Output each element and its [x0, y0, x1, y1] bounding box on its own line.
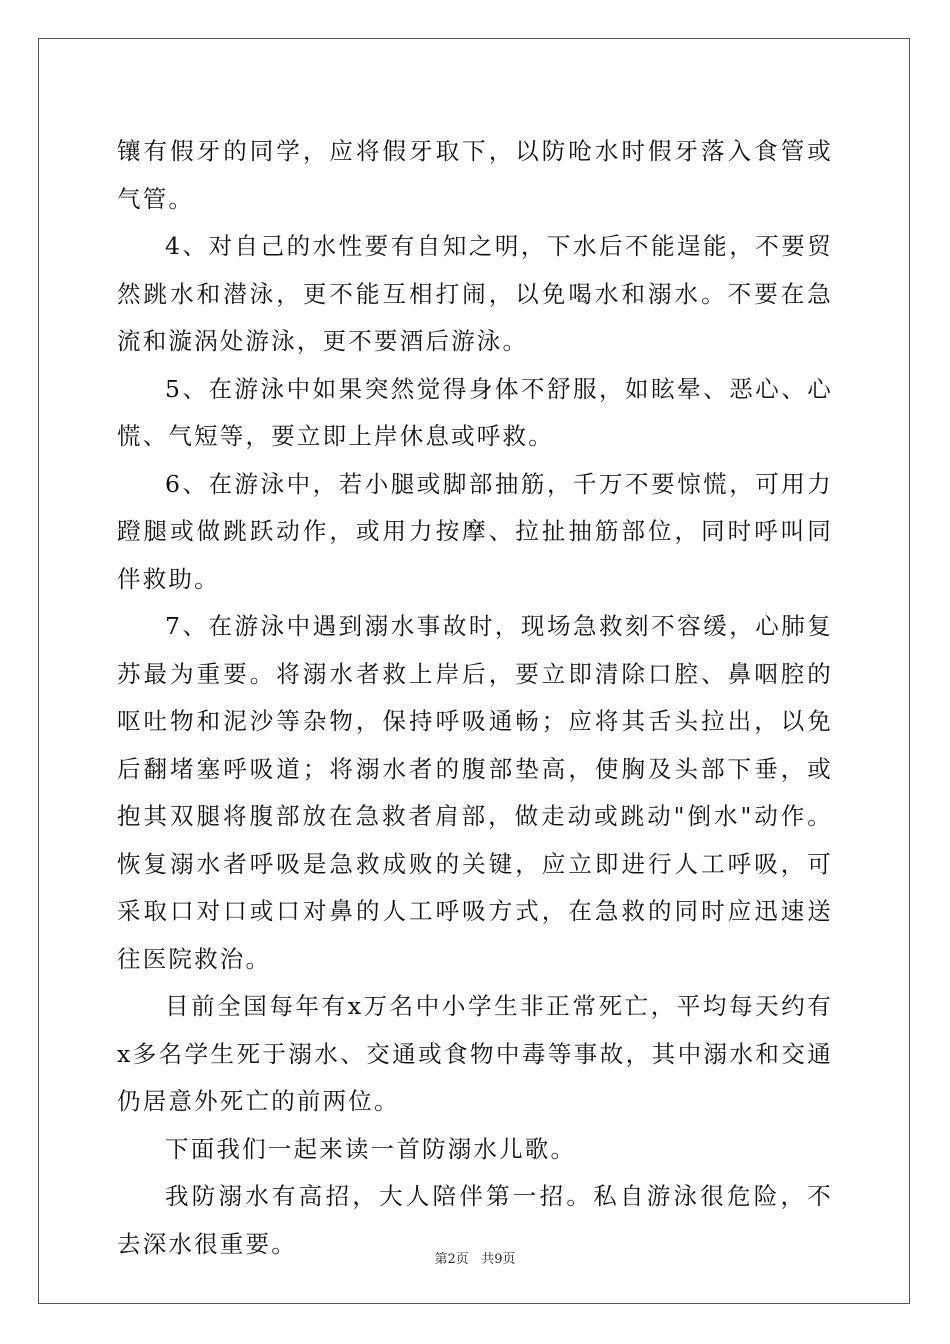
- page-total: 共9页: [481, 1252, 516, 1267]
- paragraph-1: 镶有假牙的同学，应将假牙取下，以防呛水时假牙落入食管或气管。: [117, 137, 833, 213]
- paragraph-7: 下面我们一起来读一首防溺水儿歌。: [165, 1134, 577, 1163]
- paragraph-5: 7、在游泳中遇到溺水事故时，现场急救刻不容缓，心肺复苏最为重要。将溺水者救上岸后，要立即清除口腔、鼻咽腔的呕吐物和泥沙等杂物，保持呼吸通畅；应将其舌头拉出，以免后翻堵塞呼吸道；将溺水者的腹部垫高，使胸及头部下垂，或抱其双腿将腹部放在急救者肩部，做走动或跳动"倒水"动作。恢复溺水者呼吸是急救成败的关键，应立即进行人工呼吸，可采取口对口或口对鼻的人工呼吸方式，在急救的同时应迅速送往医院救治。: [117, 612, 833, 973]
- paragraph-8: 我防溺水有高招，大人陪伴第一招。私自游泳很危险，不去深水很重要。: [117, 1182, 833, 1258]
- page-number: 第2页: [434, 1252, 469, 1267]
- paragraph-4: 6、在游泳中，若小腿或脚部抽筋，千万不要惊慌，可用力蹬腿或做跳跃动作，或用力按摩、拉扯抽筋部位，同时呼叫同伴救助。: [117, 469, 833, 593]
- document-body: [117, 128, 833, 1268]
- paragraph-3: 5、在游泳中如果突然觉得身体不舒服，如眩晕、恶心、心慌、气短等，要立即上岸休息或呼救。: [117, 374, 833, 450]
- page-footer: [0, 1248, 950, 1267]
- paragraph-2: 4、对自己的水性要有自知之明，下水后不能逞能，不要贸然跳水和潜泳，更不能互相打闹，以免喝水和溺水。不要在急流和漩涡处游泳，更不要酒后游泳。: [117, 232, 833, 355]
- paragraph-6: 目前全国每年有x万名中小学生非正常死亡，平均每天约有x多名学生死于溺水、交通或食物中毒等事故，其中溺水和交通仍居意外死亡的前两位。: [117, 992, 833, 1115]
